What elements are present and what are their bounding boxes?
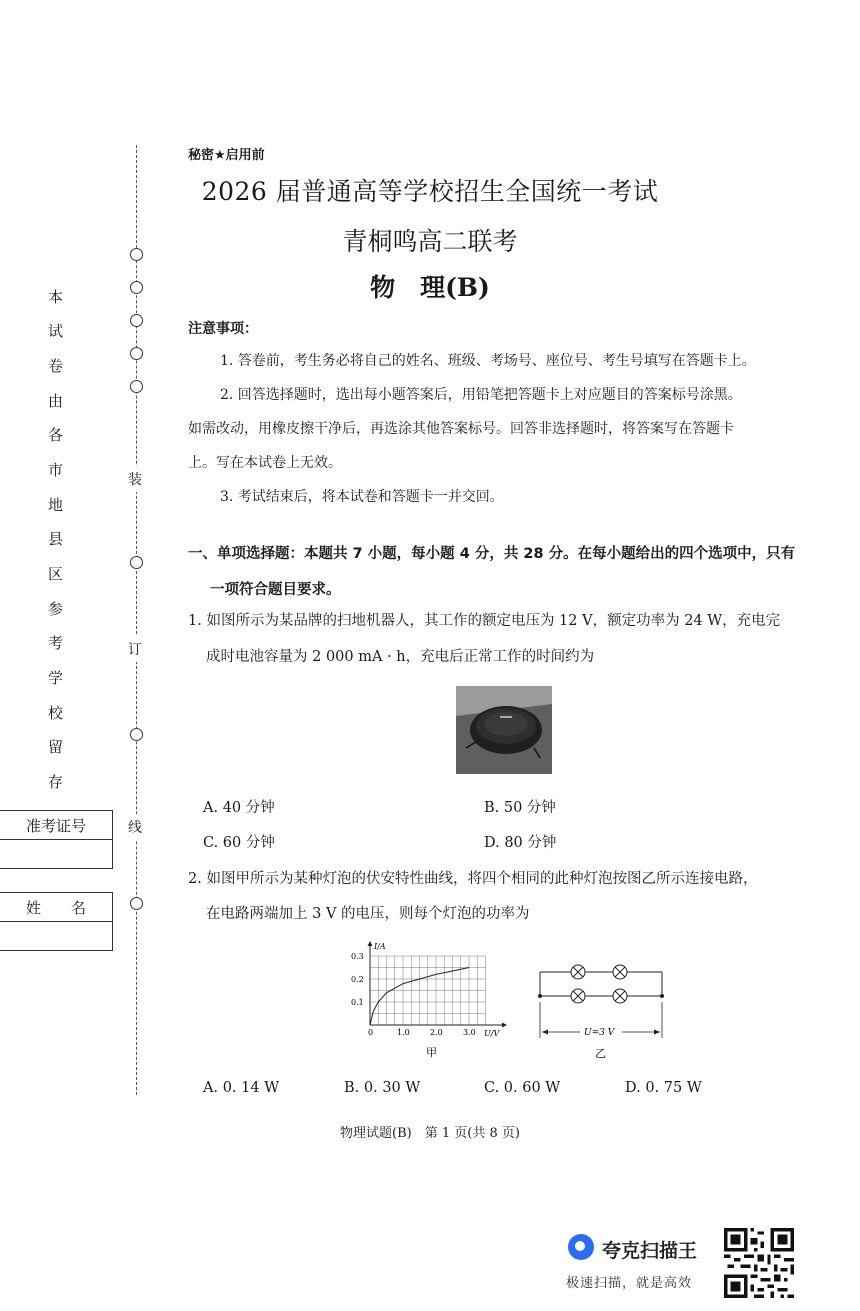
y-axis-arrow <box>368 941 373 946</box>
exam-id-field[interactable] <box>0 840 112 868</box>
x-axis-label: U/V <box>484 1029 500 1038</box>
scanner-slogan: 极速扫描，就是高效 <box>566 1276 693 1291</box>
bulb-icon <box>571 965 585 979</box>
robot-vacuum-photo <box>456 686 552 774</box>
name-field[interactable] <box>0 922 112 950</box>
binding-hole <box>130 897 143 910</box>
side-text-char: 学 <box>48 669 64 687</box>
section-heading-line2: 一项符合题目要求。 <box>210 582 341 598</box>
binding-hole <box>130 556 143 569</box>
side-text-char: 考 <box>48 634 64 652</box>
y-tick-label: 0.3 <box>351 952 364 961</box>
name-label: 姓 名 <box>0 893 112 922</box>
fig-b-caption: 乙 <box>595 1047 606 1060</box>
x-tick-label: 3.0 <box>463 1028 476 1037</box>
notice-item: 如需改动，用橡皮擦干净后，再选涂其他答案标号。回答非选择题时，将答案写在答题卡 <box>188 421 734 437</box>
side-text-char: 区 <box>48 565 64 583</box>
binding-hole <box>130 380 143 393</box>
q2-option-a: A. 0. 14 W <box>203 1080 280 1096</box>
bulb-icon <box>571 989 585 1003</box>
page-footer: 物理试题(B) 第 1 页(共 8 页) <box>340 1126 520 1141</box>
y-tick-label: 0.1 <box>351 998 364 1007</box>
section-heading-line1: 一、单项选择题：本题共 7 小题，每小题 4 分，共 28 分。在每小题给出的四个选项中，只有 <box>188 546 796 562</box>
x-tick-label: 0 <box>368 1028 374 1037</box>
binding-hole <box>130 347 143 360</box>
side-text-char: 卷 <box>48 357 64 375</box>
exam-id-box <box>0 810 113 869</box>
circuit-diagram <box>528 962 670 1062</box>
q1-stem-line1: 1. 如图所示为某品牌的扫地机器人，其工作的额定电压为 12 V，额定功率为 24 W，充电完 <box>188 613 781 629</box>
side-text-char: 试 <box>48 322 64 340</box>
y-axis-label: I/A <box>374 942 386 951</box>
qr-code-icon <box>724 1228 794 1298</box>
name-box <box>0 892 113 951</box>
side-text-char: 市 <box>48 461 64 479</box>
bind-char-zhuang: 装 <box>128 466 142 492</box>
y-tick-label: 0.2 <box>351 975 364 984</box>
notice-title: 注意事项： <box>188 321 258 337</box>
secret-mark: 秘密★启用前 <box>188 148 265 163</box>
notice-item: 1. 答卷前，考生务必将自己的姓名、班级、考场号、座位号、考生号填写在答题卡上。 <box>220 353 756 369</box>
q1-option-a: A. 40 分钟 <box>203 800 275 816</box>
q2-stem-line2: 在电路两端加上 3 V 的电压，则每个灯泡的功率为 <box>206 906 530 922</box>
bind-char-xian: 线 <box>128 814 142 840</box>
section-heading <box>188 536 828 608</box>
q2-option-c: C. 0. 60 W <box>484 1080 561 1096</box>
bind-char-ding: 订 <box>128 636 142 662</box>
scanner-brand-name: 夸克扫描王 <box>602 1240 698 1262</box>
q1-option-d: D. 80 分钟 <box>484 835 557 851</box>
bulb-icon <box>613 965 627 979</box>
side-text-char: 地 <box>48 496 64 514</box>
chart-grid <box>370 956 486 1025</box>
q1-stem-line2: 成时电池容量为 2 000 mA · h，充电后正常工作的时间约为 <box>206 649 595 665</box>
side-text-char: 由 <box>48 392 64 410</box>
binding-hole <box>130 728 143 741</box>
side-text-char: 县 <box>48 530 64 548</box>
side-text-char: 存 <box>48 773 64 791</box>
exam-title: 2026 届普通高等学校招生全国统一考试 <box>201 177 659 206</box>
side-text-char: 参 <box>48 600 64 618</box>
side-text-char: 本 <box>48 288 64 306</box>
exam-id-label: 准考证号 <box>0 811 112 840</box>
q2-option-d: D. 0. 75 W <box>625 1080 702 1096</box>
circuit-voltage-label: U=3 V <box>584 1028 615 1038</box>
subject-title: 物 理(B) <box>370 273 490 302</box>
notice-item: 2. 回答选择题时，选出每小题答案后，用铅笔把答题卡上对应题目的答案标号涂黑。 <box>220 387 742 403</box>
side-text-char: 各 <box>48 426 64 444</box>
side-text-char: 校 <box>48 704 64 722</box>
q2-option-b: B. 0. 30 W <box>344 1080 421 1096</box>
iv-curve-chart <box>350 940 510 1065</box>
fig-a-caption: 甲 <box>426 1046 437 1059</box>
x-tick-label: 1.0 <box>397 1028 410 1037</box>
notice-item: 上。写在本试卷上无效。 <box>188 455 342 471</box>
side-text-char: 留 <box>48 738 64 756</box>
q2-stem-line1: 2. 如图甲所示为某种灯泡的伏安特性曲线，将四个相同的此种灯泡按图乙所示连接电路， <box>188 871 758 887</box>
x-axis-arrow <box>502 1023 507 1028</box>
bulb-icon <box>613 989 627 1003</box>
notice-item: 3. 考试结束后，将本试卷和答题卡一并交回。 <box>220 489 504 505</box>
scanner-logo-icon <box>568 1234 594 1260</box>
x-tick-label: 2.0 <box>430 1028 443 1037</box>
binding-hole <box>130 314 143 327</box>
q1-option-b: B. 50 分钟 <box>484 800 556 816</box>
exam-subtitle: 青桐鸣高二联考 <box>342 227 518 256</box>
q1-option-c: C. 60 分钟 <box>203 835 275 851</box>
